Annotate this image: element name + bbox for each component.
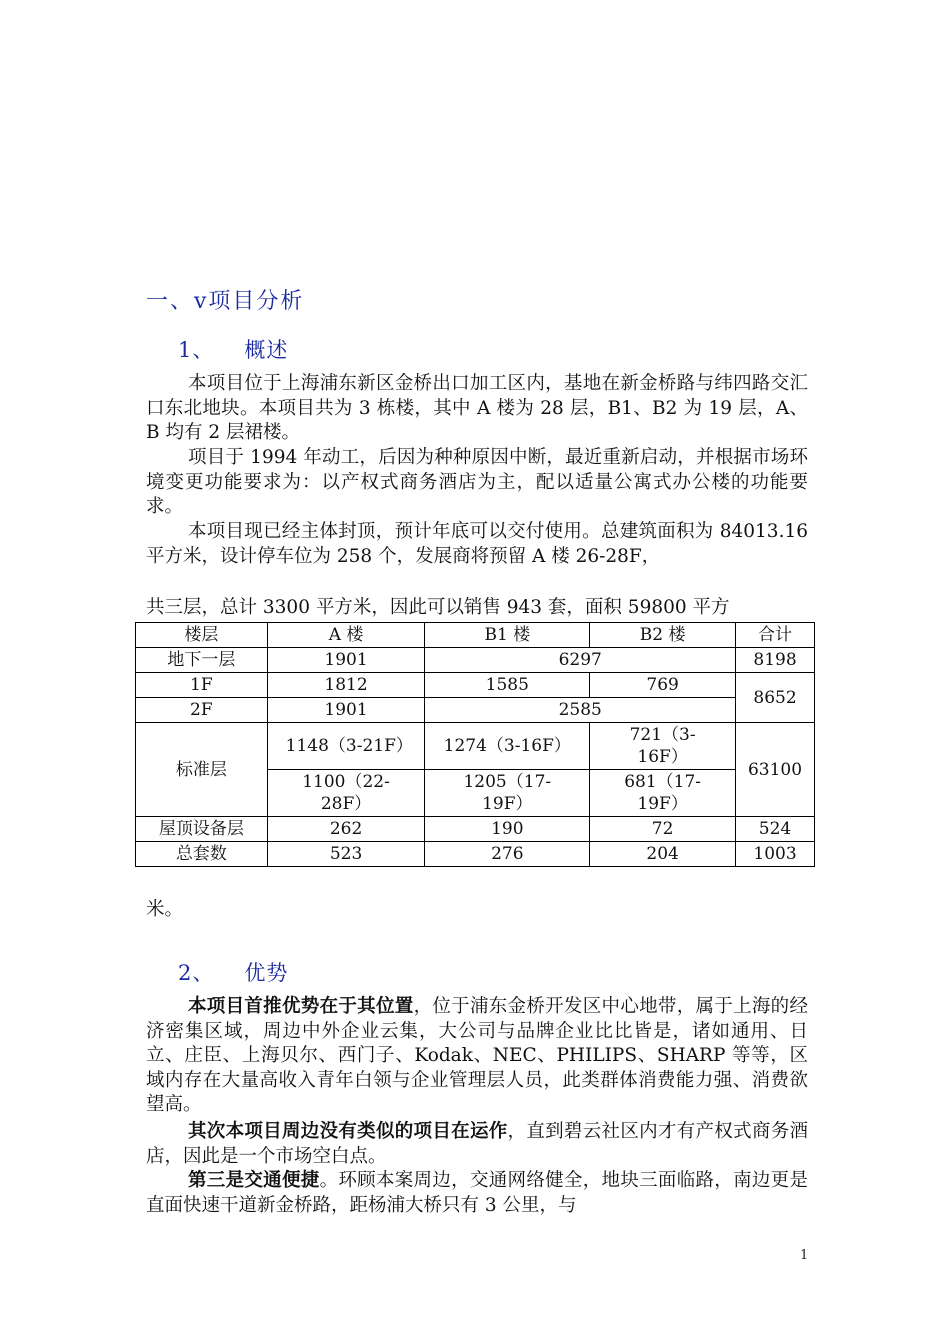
table-cell: 6297	[425, 648, 736, 673]
table-cell: 2585	[425, 698, 736, 723]
advantages-paragraph-3	[146, 1169, 808, 1218]
advantages-p1-body: ，位于浦东金桥开发区中心地带，属于上海的经济密集区域，周边中外企业云集，大公司与品牌企业比比皆是，诸如通用、日立、庄臣、上海贝尔、西门子、Kodak、NEC、PHILIPS、SHARP 等等，区域内存在大量高收入青年白领与企业管理层人员，此类群体消费能力强、消费欲望高。	[146, 996, 808, 1115]
table-row	[136, 842, 815, 867]
overview-paragraph-1: 本项目位于上海浦东新区金桥出口加工区内，基地在新金桥路与纬四路交汇口东北地块。本项目共为 3 栋楼，其中 A 楼为 28 层，B1、B2 为 19 层，A、B 均有 2 层裙楼。	[146, 373, 808, 443]
header-cell: B1 楼	[425, 623, 590, 648]
advantages-heading-number: 2、	[178, 961, 215, 985]
table-cell: 1901	[267, 648, 425, 673]
header-cell: A 楼	[267, 623, 425, 648]
table-row	[136, 673, 815, 698]
table-cell: 681（17-19F）	[590, 770, 736, 817]
table-cell: 262	[267, 817, 425, 842]
table-cell: 1585	[425, 673, 590, 698]
advantages-heading-label: 优势	[244, 961, 289, 985]
row-label: 地下一层	[136, 648, 268, 673]
table-cell: 1100（22-28F）	[267, 770, 425, 817]
table-cell: 524	[736, 817, 815, 842]
advantages-p2-body: ，直到碧云社区内才有产权式商务酒店，因此是一个市场空白点。	[146, 1121, 808, 1167]
table-cell: 721（3-16F）	[590, 723, 736, 770]
table-cell: 63100	[736, 723, 815, 817]
overview-paragraph-4: 共三层，总计 3300 平方米，因此可以销售 943 套，面积 59800 平方	[146, 597, 730, 618]
table-cell: 276	[425, 842, 590, 867]
advantages-p3-lead: 第三是交通便捷	[188, 1170, 320, 1191]
table-cell: 204	[590, 842, 736, 867]
table-cell: 1812	[267, 673, 425, 698]
header-cell: 合计	[736, 623, 815, 648]
overview-heading-label: 概述	[244, 338, 289, 362]
table-cell: 1901	[267, 698, 425, 723]
section-title: 一、v项目分析	[146, 289, 305, 314]
advantages-paragraph-2	[146, 1120, 808, 1169]
table-row	[136, 723, 815, 770]
advantages-p1-lead: 本项目首推优势在于其位置	[188, 996, 414, 1017]
row-label: 标准层	[136, 723, 268, 817]
floor-area-table	[135, 622, 815, 867]
table-cell: 1148（3-21F）	[267, 723, 425, 770]
header-cell: 楼层	[136, 623, 268, 648]
row-label: 2F	[136, 698, 268, 723]
table-cell: 72	[590, 817, 736, 842]
table-cell: 1003	[736, 842, 815, 867]
table-cell: 1205（17-19F）	[425, 770, 590, 817]
table-cell: 523	[267, 842, 425, 867]
overview-heading	[178, 334, 288, 364]
overview-paragraph-3: 本项目现已经主体封顶，预计年底可以交付使用。总建筑面积为 84013.16 平方米，设计停车位为 258 个，发展商将预留 A 楼 26-28F，	[146, 521, 808, 567]
advantages-p3-body: 。环顾本案周边，交通网络健全，地块三面临路，南边更是直面快速干道新金桥路，距杨浦大桥只有 3 公里，与	[146, 1170, 808, 1216]
row-label: 总套数	[136, 842, 268, 867]
table-cell: 8198	[736, 648, 815, 673]
table-cell: 1274（3-16F）	[425, 723, 590, 770]
table-header-row	[136, 623, 815, 648]
header-cell: B2 楼	[590, 623, 736, 648]
overview-paragraph-2: 项目于 1994 年动工，后因为种种原因中断，最近重新启动，并根据市场环境变更功能要求为：以产权式商务酒店为主，配以适量公寓式办公楼的功能要求。	[146, 447, 808, 517]
table-row	[136, 648, 815, 673]
table-cell: 769	[590, 673, 736, 698]
overview-heading-number: 1、	[178, 338, 215, 362]
row-label: 1F	[136, 673, 268, 698]
advantages-p2-lead: 其次本项目周边没有类似的项目在运作	[188, 1121, 508, 1142]
row-label: 屋顶设备层	[136, 817, 268, 842]
page-number: 1	[800, 1248, 809, 1263]
table-cell: 190	[425, 817, 590, 842]
advantages-heading	[178, 957, 288, 987]
table-row	[136, 698, 815, 723]
overview-paragraph-4-tail: 米。	[146, 899, 184, 920]
advantages-paragraph-1	[146, 995, 808, 1118]
table-row	[136, 817, 815, 842]
table-cell: 8652	[736, 673, 815, 723]
